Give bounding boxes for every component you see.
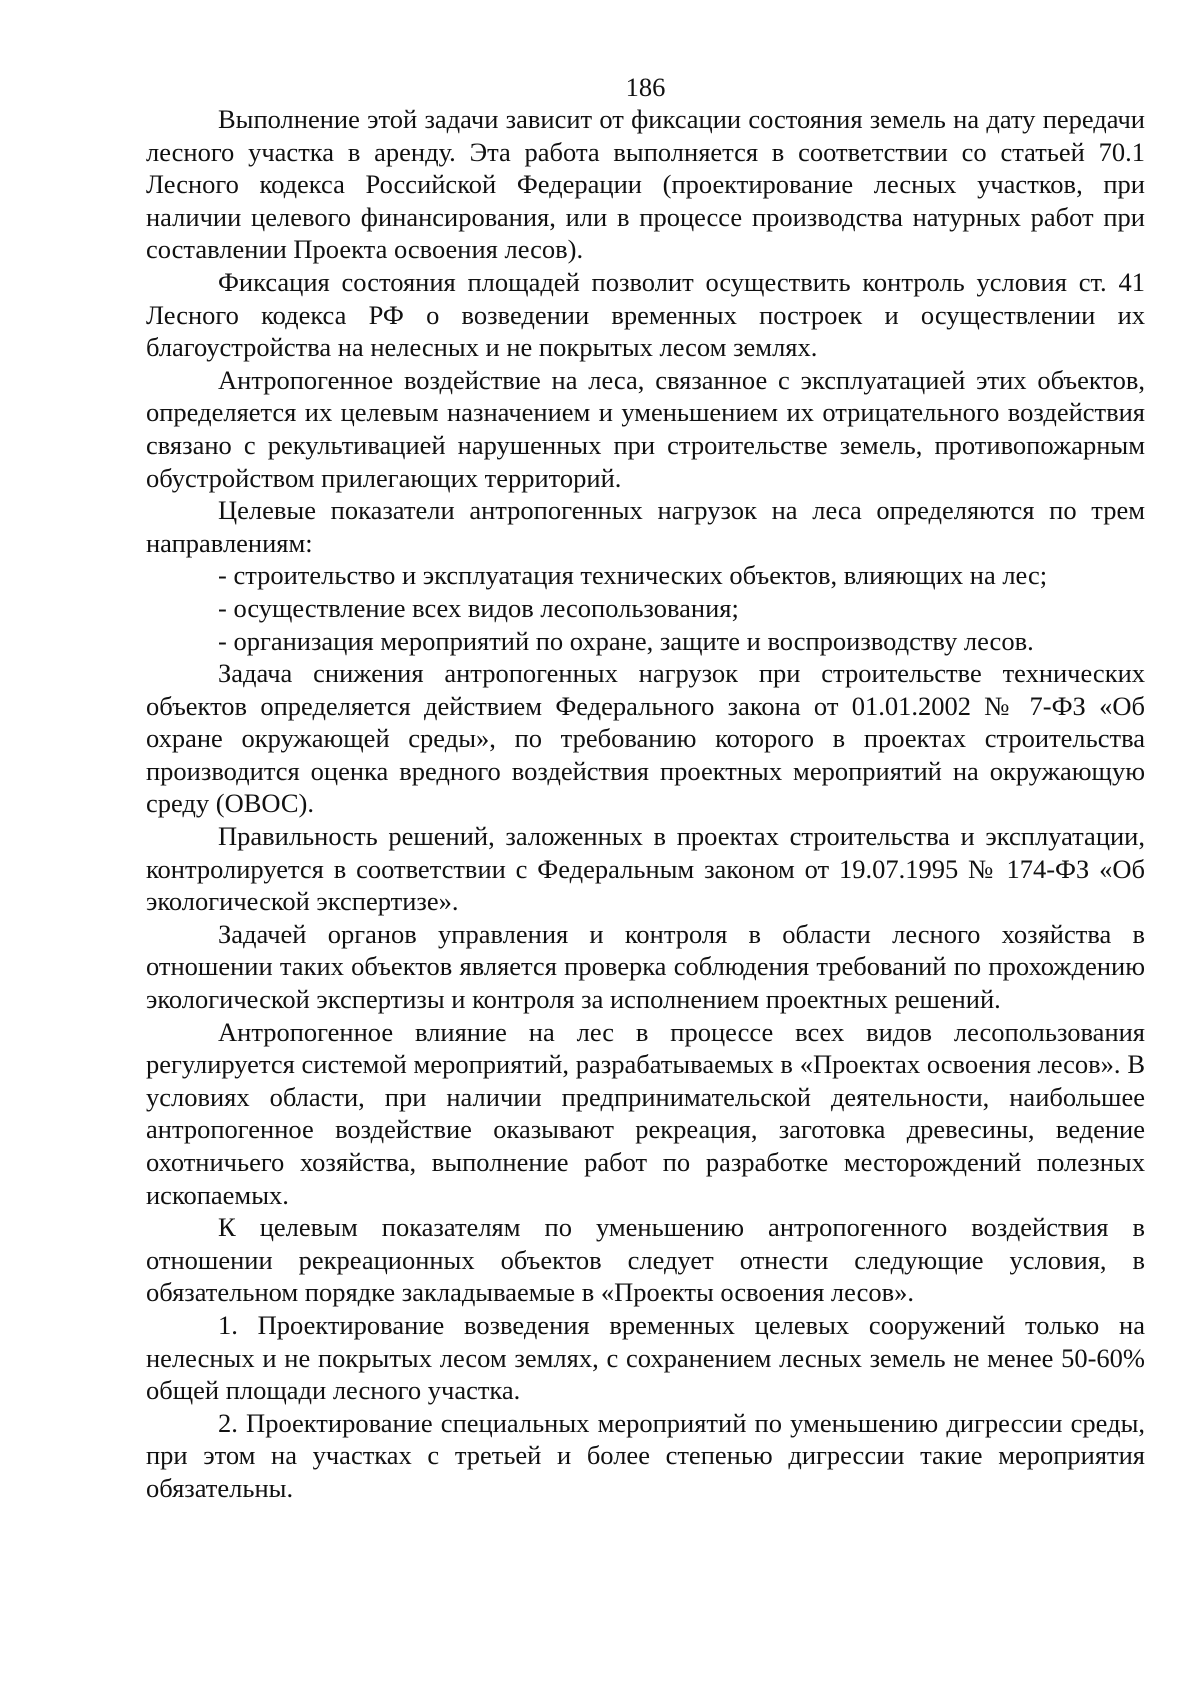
paragraph-target-indicators: Целевые показатели антропогенных нагрузок на леса определяются по трем направлениям:: [146, 495, 1145, 558]
paragraph-recreation-indicators: К целевым показателям по уменьшению антропогенного воздействия в отношении рекреационных объектов следует отнести следующие условия, в обязательном порядке закладываемые в «Проекты освоения лесов».: [146, 1212, 1145, 1308]
paragraph-task-fixation: Выполнение этой задачи зависит от фиксации состояния земель на дату передачи лесного участка в аренду. Эта работа выполняется в соответствии со статьей 70.1 Лесного кодекса Российской Федерации (проектирование лесных участков, при наличии целевого финансирования, или в процессе производства натурных работ при составлении Проекта освоения лесов).: [146, 104, 1145, 265]
list-item-protection: - организация мероприятий по охране, защите и воспроизводству лесов.: [218, 625, 1034, 656]
paragraph-federal-law-environment: Задача снижения антропогенных нагрузок при строительстве технических объектов определяется действием Федерального закона от 01.01.2002 № 7-ФЗ «Об охране окружающей среды», по требованию которого в проектах строительства производится оценка вредного воздействия проектных мероприятий на окружающую среду (ОВОС).: [146, 658, 1145, 819]
paragraph-condition-2: 2. Проектирование специальных мероприятий по уменьшению дигрессии среды, при этом на участках с третьей и более степенью дигрессии такие мероприятия обязательны.: [146, 1407, 1145, 1503]
document-page: [146, 0, 1145, 1505]
paragraph-condition-1: 1. Проектирование возведения временных целевых сооружений только на нелесных и не покрытых лесом землях, с сохранением лесных земель не менее 50-60% общей площади лесного участка.: [146, 1309, 1145, 1406]
paragraph-anthropogenic-impact: Антропогенное воздействие на леса, связанное с эксплуатацией этих объектов, определяется их целевым назначением и уменьшением их отрицательного воздействия связано с рекультивацией нарушенных при строительстве земель, противопожарным обустройством прилегающих территорий.: [146, 364, 1145, 493]
paragraph-forest-use-impact: Антропогенное влияние на лес в процессе всех видов лесопользования регулируется системой мероприятий, разрабатываемых в «Проектах освоения лесов». В условиях области, при наличии предпринимательской деятельности, наибольшее антропогенное воздействие оказывают рекреация, заготовка древесины, ведение охотничьего хозяйства, выполнение работ по разработке месторождений полезных ископаемых.: [146, 1016, 1145, 1210]
page-number: 186: [625, 72, 666, 102]
paragraph-area-fixation: Фиксация состояния площадей позволит осуществить контроль условия ст. 41 Лесного кодекса РФ о возведении временных построек и осуществлении их благоустройства на нелесных и не покрытых лесом землях.: [146, 266, 1145, 363]
paragraph-ecological-expertise: Правильность решений, заложенных в проектах строительства и эксплуатации, контролируется в соответствии с Федеральным законом от 19.07.1995 № 174-ФЗ «Об экологической экспертизе».: [146, 821, 1145, 917]
list-item-construction: - строительство и эксплуатация технических объектов, влияющих на лес;: [218, 560, 1048, 591]
paragraph-management-control: Задачей органов управления и контроля в области лесного хозяйства в отношении таких объектов является проверка соблюдения требований по прохождению экологической экспертизы и контроля за исполнением проектных решений.: [146, 918, 1145, 1015]
list-item-forest-use: - осуществление всех видов лесопользования;: [218, 592, 739, 623]
